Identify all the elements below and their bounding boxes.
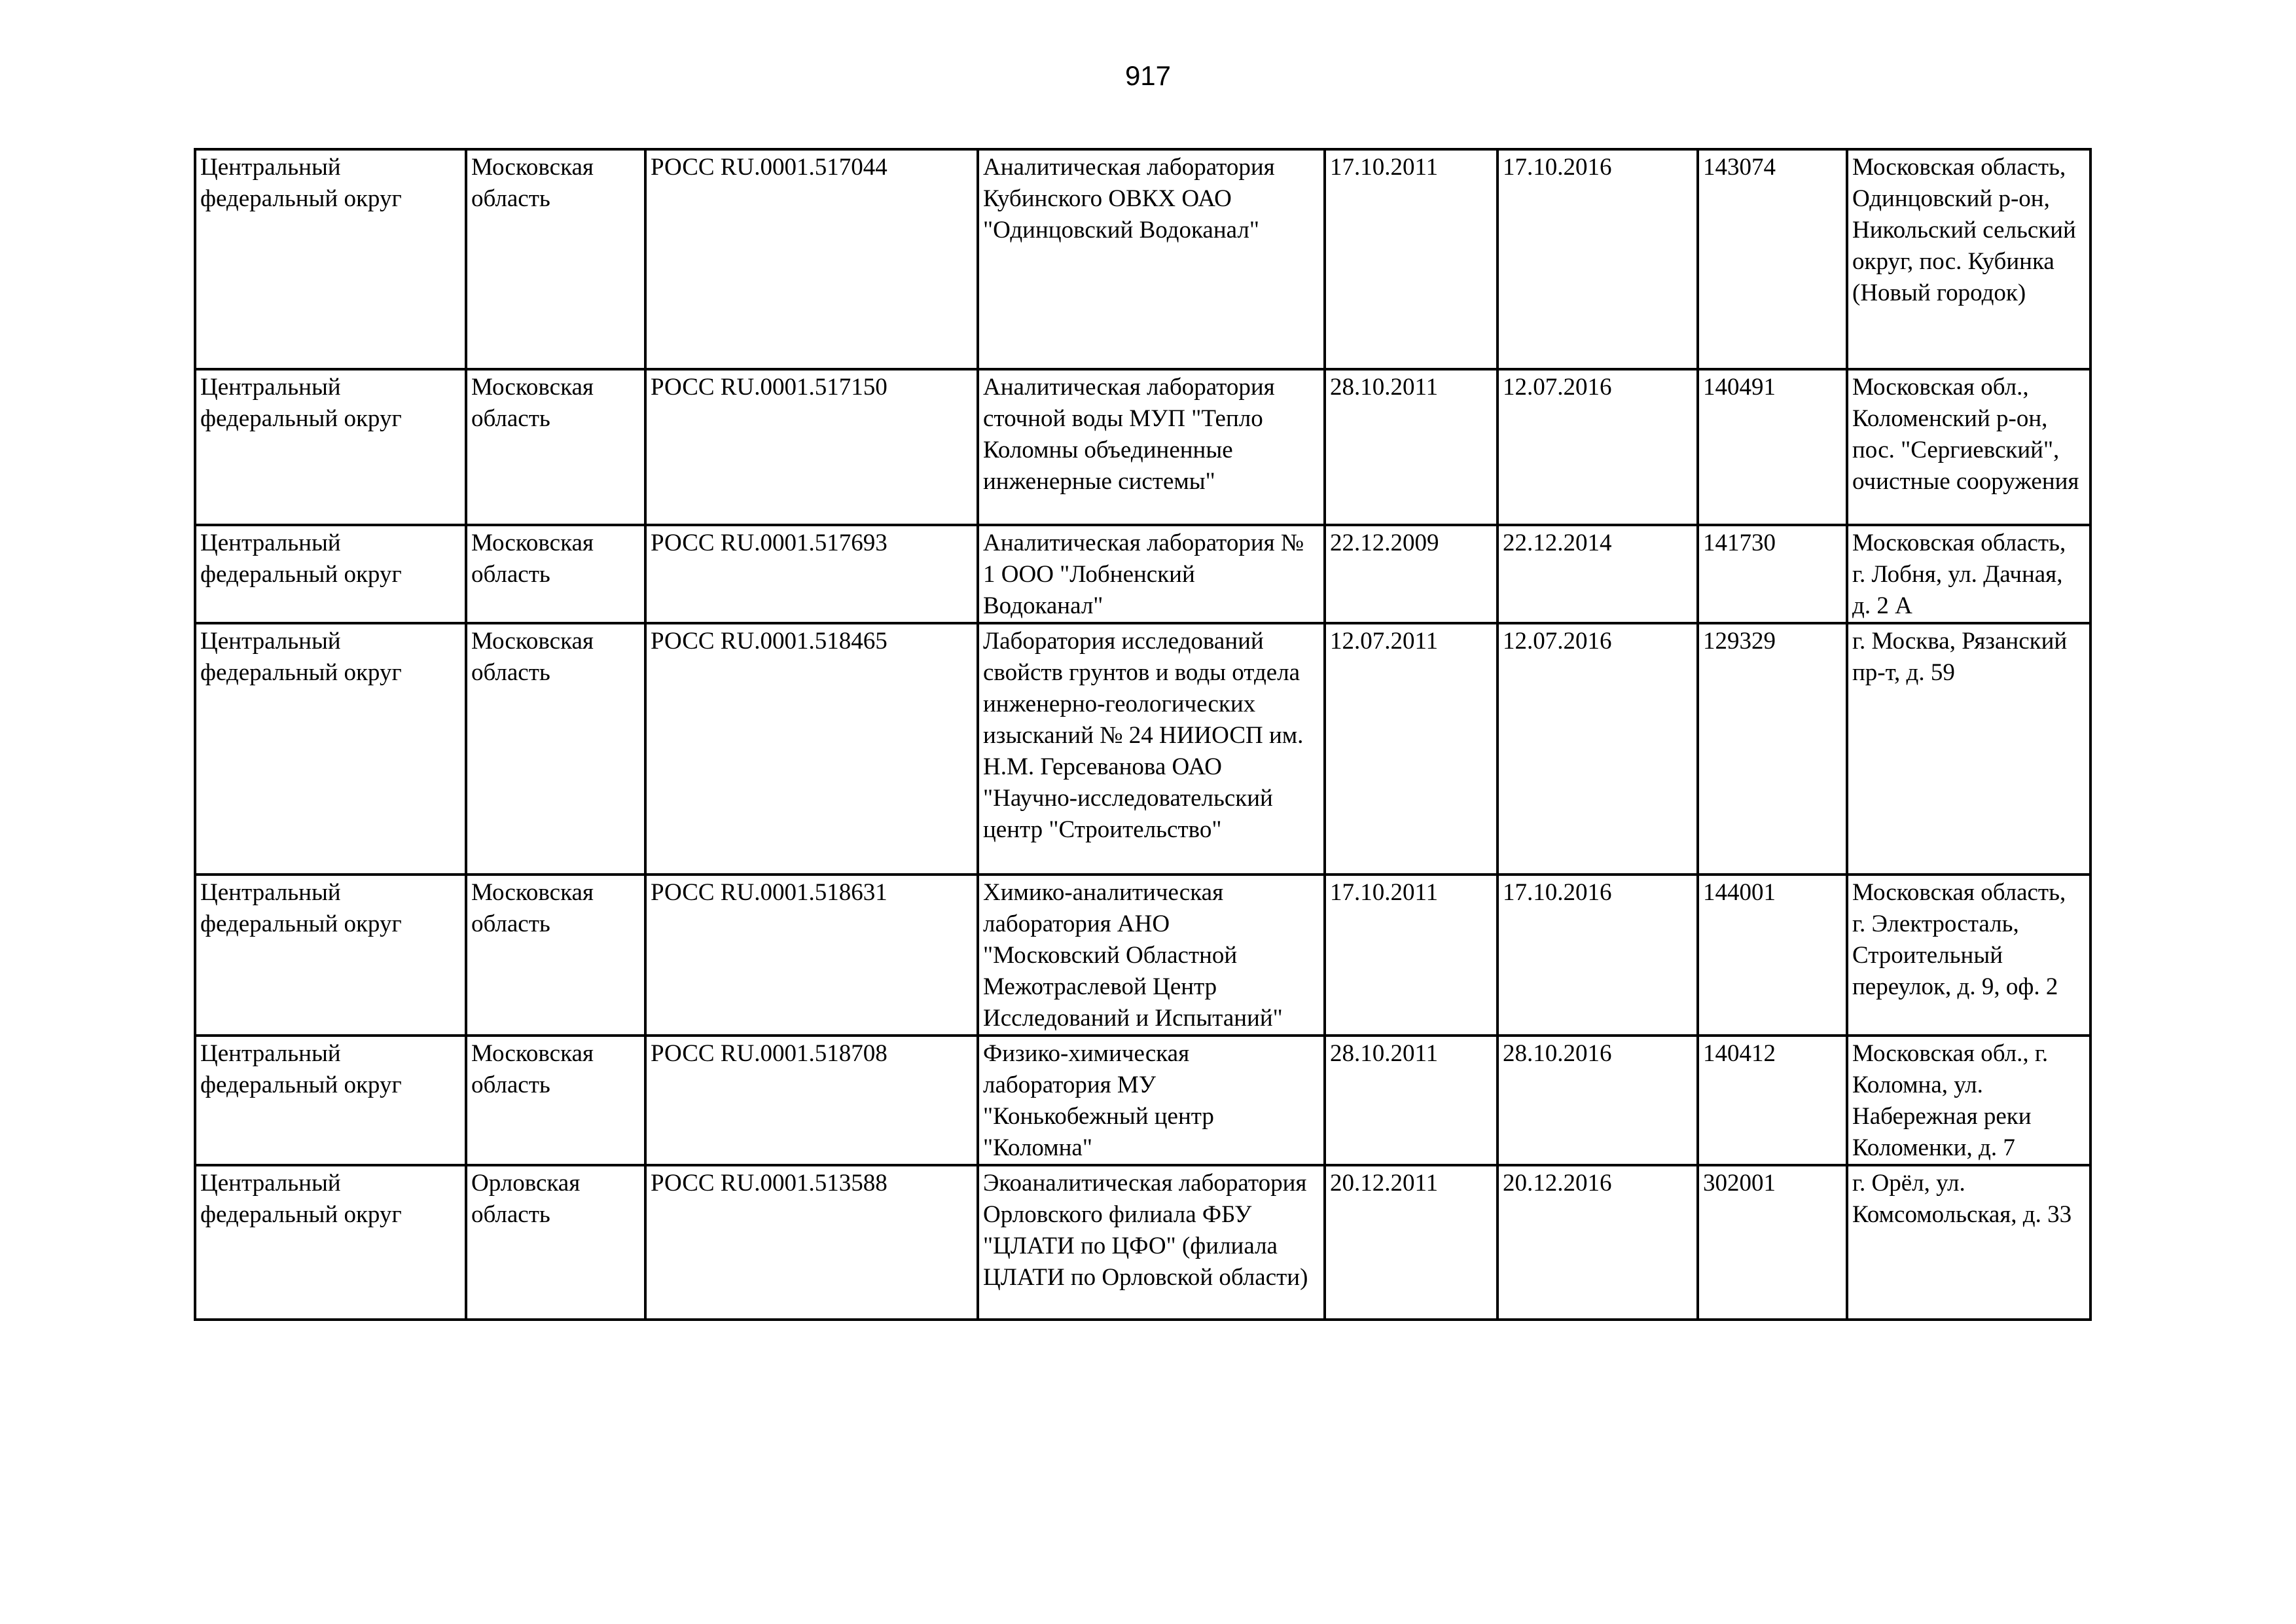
- laboratory-registry-table: [194, 148, 2092, 1321]
- accreditation-number-cell: РОСС RU.0001.513588: [645, 1165, 978, 1320]
- laboratory-name-cell: Аналитическая лаборатория Кубинского ОВКХ ОАО "Одинцовский Водоканал": [978, 149, 1325, 369]
- date-from-cell: 28.10.2011: [1325, 1036, 1498, 1165]
- laboratory-name-cell: Лаборатория исследований свойств грунтов и воды отдела инженерно-геологических изысканий № 24 НИИОСП им. Н.М. Герсеванова ОАО "Научно-исследовательский центр "Строительство": [978, 623, 1325, 875]
- date-from-cell: 28.10.2011: [1325, 369, 1498, 525]
- region-cell: Московская область: [466, 875, 645, 1036]
- district-cell: Центральный федеральный округ: [195, 1165, 466, 1320]
- postcode-cell: 143074: [1698, 149, 1847, 369]
- address-cell: Московская область, г. Электросталь, Строительный переулок, д. 9, оф. 2: [1847, 875, 2090, 1036]
- district-cell: Центральный федеральный округ: [195, 149, 466, 369]
- district-cell: Центральный федеральный округ: [195, 1036, 466, 1165]
- date-from-cell: 20.12.2011: [1325, 1165, 1498, 1320]
- page-number: 917: [1124, 60, 1172, 91]
- table-row: [195, 525, 2090, 623]
- address-cell: г. Москва, Рязанский пр-т, д. 59: [1847, 623, 2090, 875]
- address-cell: Московская обл., г. Коломна, ул. Набережная реки Коломенки, д. 7: [1847, 1036, 2090, 1165]
- date-to-cell: 17.10.2016: [1498, 875, 1698, 1036]
- accreditation-number-cell: РОСС RU.0001.517044: [645, 149, 978, 369]
- date-to-cell: 28.10.2016: [1498, 1036, 1698, 1165]
- accreditation-number-cell: РОСС RU.0001.518708: [645, 1036, 978, 1165]
- laboratory-name-cell: Химико-аналитическая лаборатория АНО "Московский Областной Межотраслевой Центр Исследований и Испытаний": [978, 875, 1325, 1036]
- district-cell: Центральный федеральный округ: [195, 369, 466, 525]
- postcode-cell: 129329: [1698, 623, 1847, 875]
- date-to-cell: 12.07.2016: [1498, 623, 1698, 875]
- laboratory-name-cell: Аналитическая лаборатория сточной воды МУП "Тепло Коломны объединенные инженерные системы": [978, 369, 1325, 525]
- district-cell: Центральный федеральный округ: [195, 525, 466, 623]
- date-to-cell: 20.12.2016: [1498, 1165, 1698, 1320]
- laboratory-name-cell: Экоаналитическая лаборатория Орловского филиала ФБУ "ЦЛАТИ по ЦФО" (филиала ЦЛАТИ по Орловской области): [978, 1165, 1325, 1320]
- table-row: [195, 1036, 2090, 1165]
- address-cell: Московская обл., Коломенский р-он, пос. "Сергиевский", очистные сооружения: [1847, 369, 2090, 525]
- table-row: [195, 149, 2090, 369]
- date-to-cell: 17.10.2016: [1498, 149, 1698, 369]
- date-to-cell: 12.07.2016: [1498, 369, 1698, 525]
- accreditation-number-cell: РОСС RU.0001.518631: [645, 875, 978, 1036]
- address-cell: Московская область, г. Лобня, ул. Дачная, д. 2 А: [1847, 525, 2090, 623]
- region-cell: Орловская область: [466, 1165, 645, 1320]
- region-cell: Московская область: [466, 369, 645, 525]
- date-from-cell: 12.07.2011: [1325, 623, 1498, 875]
- postcode-cell: 140491: [1698, 369, 1847, 525]
- region-cell: Московская область: [466, 1036, 645, 1165]
- region-cell: Московская область: [466, 623, 645, 875]
- district-cell: Центральный федеральный округ: [195, 875, 466, 1036]
- table-row: [195, 875, 2090, 1036]
- district-cell: Центральный федеральный округ: [195, 623, 466, 875]
- postcode-cell: 140412: [1698, 1036, 1847, 1165]
- postcode-cell: 141730: [1698, 525, 1847, 623]
- region-cell: Московская область: [466, 525, 645, 623]
- table-row: [195, 369, 2090, 525]
- postcode-cell: 144001: [1698, 875, 1847, 1036]
- postcode-cell: 302001: [1698, 1165, 1847, 1320]
- date-to-cell: 22.12.2014: [1498, 525, 1698, 623]
- address-cell: г. Орёл, ул. Комсомольская, д. 33: [1847, 1165, 2090, 1320]
- table-row: [195, 1165, 2090, 1320]
- accreditation-number-cell: РОСС RU.0001.518465: [645, 623, 978, 875]
- table-row: [195, 623, 2090, 875]
- laboratory-name-cell: Аналитическая лаборатория № 1 ООО "Лобненский Водоканал": [978, 525, 1325, 623]
- accreditation-number-cell: РОСС RU.0001.517693: [645, 525, 978, 623]
- laboratory-name-cell: Физико-химическая лаборатория МУ "Конькобежный центр "Коломна": [978, 1036, 1325, 1165]
- region-cell: Московская область: [466, 149, 645, 369]
- date-from-cell: 17.10.2011: [1325, 875, 1498, 1036]
- date-from-cell: 17.10.2011: [1325, 149, 1498, 369]
- accreditation-number-cell: РОСС RU.0001.517150: [645, 369, 978, 525]
- address-cell: Московская область, Одинцовский р-он, Никольский сельский округ, пос. Кубинка (Новый городок): [1847, 149, 2090, 369]
- date-from-cell: 22.12.2009: [1325, 525, 1498, 623]
